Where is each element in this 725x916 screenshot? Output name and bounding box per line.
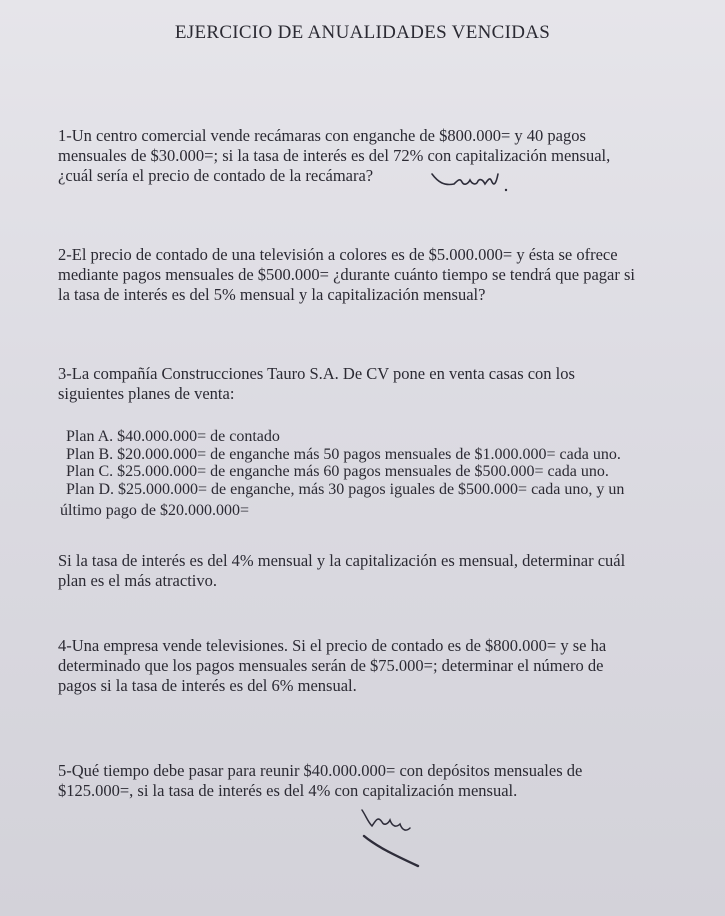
exercise-2-line-1: 2-El precio de contado de una televisión a colores es de $5.000.000= y ésta se ofrece — [58, 245, 618, 264]
plan-d-continuation: último pago de $20.000.000= — [60, 502, 250, 519]
exercise-1 — [58, 126, 688, 186]
exercise-3 — [58, 364, 688, 404]
exercise-2-line-2: mediante pagos mensuales de $500.000= ¿durante cuánto tiempo se tendrá que pagar si — [58, 265, 636, 284]
exercise-3-question — [58, 551, 688, 591]
exercise-1-line-1: 1-Un centro comercial vende recámaras con enganche de $800.000= y 40 pagos — [58, 126, 586, 145]
exercise-4 — [58, 636, 688, 696]
exercise-2 — [58, 245, 688, 305]
plan-d: Plan D. $25.000.000= de enganche, más 30 pagos iguales de $500.000= cada uno, y un — [66, 480, 625, 498]
page-title: EJERCICIO DE ANUALIDADES VENCIDAS — [174, 22, 551, 43]
exercise-4-line-1: 4-Una empresa vende televisiones. Si el precio de contado es de $800.000= y se ha — [58, 636, 607, 655]
exercise-3-line-1: 3-La compañía Construcciones Tauro S.A. De CV pone en venta casas con los — [58, 364, 575, 383]
exercise-4-line-3: pagos si la tasa de interés es del 6% mensual. — [58, 676, 357, 695]
handwritten-signature-mark — [348, 806, 438, 876]
exercise-3-question-line-1: Si la tasa de interés es del 4% mensual y la capitalización es mensual, determinar cuál — [58, 551, 626, 570]
exercise-2-line-3: la tasa de interés es del 5% mensual y la capitalización mensual? — [58, 285, 486, 304]
exercise-4-line-2: determinado que los pagos mensuales serán de $75.000=; determinar el número de — [58, 656, 604, 675]
exercise-3-question-line-2: plan es el más atractivo. — [58, 571, 217, 590]
plans-list — [60, 428, 696, 520]
exercise-1-line-2: mensuales de $30.000=; si la tasa de interés es del 72% con capitalización mensual, — [58, 146, 611, 165]
plan-a: Plan A. $40.000.000= de contado — [66, 428, 280, 445]
exercise-5-line-1: 5-Qué tiempo debe pasar para reunir $40.000.000= con depósitos mensuales de — [58, 761, 583, 780]
exercise-5 — [58, 761, 688, 801]
exercise-1-line-3: ¿cuál sería el precio de contado de la recámara? — [58, 166, 374, 185]
plan-c: Plan C. $25.000.000= de enganche más 60 pagos mensuales de $500.000= cada uno. — [66, 463, 609, 480]
exercise-3-line-2: siguientes planes de venta: — [58, 384, 235, 403]
exercise-5-line-2: $125.000=, si la tasa de interés es del 4% con capitalización mensual. — [58, 781, 518, 800]
plan-b: Plan B. $20.000.000= de enganche más 50 pagos mensuales de $1.000.000= cada uno. — [66, 445, 621, 463]
